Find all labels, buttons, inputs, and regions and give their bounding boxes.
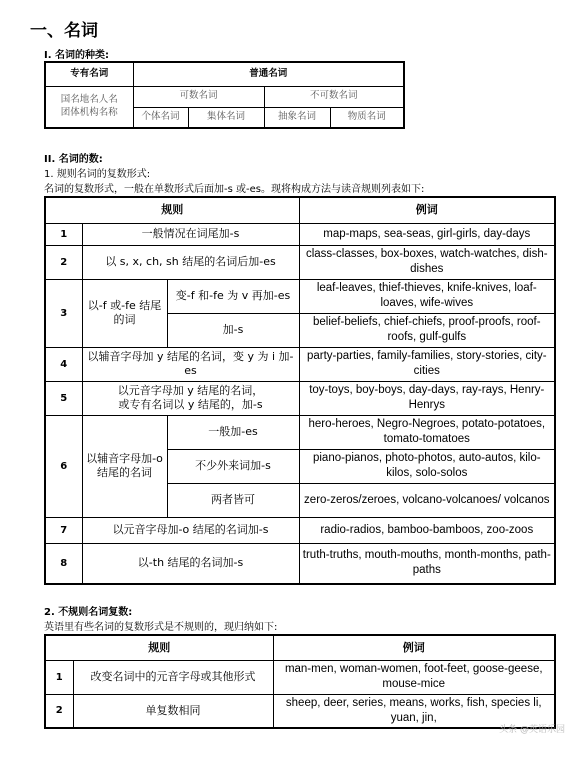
rule-cell: 以-f 或-fe 结尾的词 [82, 279, 167, 347]
proper-noun-desc: 国名地名人名 团体机构名称 [45, 86, 133, 128]
example-cell: radio-radios, bamboo-bamboos, zoo-zoos [299, 517, 555, 543]
section3-intro: 英语里有些名词的复数形式是不规则的，现归纳如下: [44, 622, 278, 633]
row-number: 2 [45, 694, 73, 728]
uncountable-noun: 不可数名词 [264, 86, 404, 107]
example-cell: belief-beliefs, chief-chiefs, proof-proofs, roof-roofs, gulf-gulfs [299, 313, 555, 347]
rule-cell: 以 s, x, ch, sh 结尾的名词后加-es [82, 245, 299, 279]
countable-noun: 可数名词 [133, 86, 264, 107]
section1-title: I. 名词的种类: [44, 50, 109, 61]
row-number: 4 [45, 347, 82, 381]
row-number: 1 [45, 223, 82, 245]
row-number: 8 [45, 543, 82, 584]
section3-title: 2. 不规则名词复数: [44, 607, 133, 618]
sub-rule-cell: 不少外来词加-s [167, 449, 299, 483]
sub-rule-cell: 两者皆可 [167, 483, 299, 517]
watermark: 头条 @英语乐园 [499, 725, 565, 735]
row-number: 1 [45, 660, 73, 694]
example-cell: toy-toys, boy-boys, day-days, ray-rays, Henry-Henrys [299, 381, 555, 415]
section2-intro: 名词的复数形式，一般在单数形式后面加-s 或-es。现将构成方法与读音规则列表如下: [44, 184, 425, 195]
row-number: 2 [45, 245, 82, 279]
regular-plural-table [44, 196, 556, 585]
rule-cell: 以元音字母加 y 结尾的名词， 或专有名词以 y 结尾的，加-s [82, 381, 299, 415]
example-header: 例词 [299, 197, 555, 223]
sub-rule-cell: 变-f 和-fe 为 v 再加-es [167, 279, 299, 313]
row-number: 5 [45, 381, 82, 415]
rule-cell: 以元音字母加-o 结尾的名词加-s [82, 517, 299, 543]
page-heading: 一、名词 [30, 21, 98, 41]
example-cell: truth-truths, mouth-mouths, month-months, path-paths [299, 543, 555, 584]
rule-cell: 单复数相同 [73, 694, 273, 728]
rule-cell: 以辅音字母加 y 结尾的名词，变 y 为 i 加-es [82, 347, 299, 381]
rule-cell: 改变名词中的元音字母或其他形式 [73, 660, 273, 694]
example-cell: party-parties, family-families, story-stories, city-cities [299, 347, 555, 381]
rule-header: 规则 [45, 197, 299, 223]
sub-rule-cell: 一般加-es [167, 415, 299, 449]
row-number: 3 [45, 279, 82, 347]
example-cell: sheep, deer, series, means, works, fish, species li, yuan, jin, [273, 694, 555, 728]
example-cell: class-classes, box-boxes, watch-watches, dish-dishes [299, 245, 555, 279]
common-noun-header: 普通名词 [133, 62, 404, 86]
example-cell: zero-zeros/zeroes, volcano-volcanoes/ volcanos [299, 483, 555, 517]
row-number: 7 [45, 517, 82, 543]
irregular-plural-table [44, 634, 556, 729]
rule-cell: 以-th 结尾的名词加-s [82, 543, 299, 584]
noun-types-table [44, 61, 405, 129]
collective-noun: 集体名词 [188, 107, 264, 128]
example-cell: hero-heroes, Negro-Negroes, potato-potatoes, tomato-tomatoes [299, 415, 555, 449]
example-cell: map-maps, sea-seas, girl-girls, day-days [299, 223, 555, 245]
rule-header: 规则 [45, 635, 273, 660]
rule-cell: 一般情况在词尾加-s [82, 223, 299, 245]
section2-title: II. 名词的数: [44, 154, 103, 165]
section2-sub1: 1. 规则名词的复数形式: [44, 169, 151, 180]
sub-rule-cell: 加-s [167, 313, 299, 347]
abstract-noun: 抽象名词 [264, 107, 330, 128]
example-cell: leaf-leaves, thief-thieves, knife-knives, loaf-loaves, wife-wives [299, 279, 555, 313]
rule-cell: 以辅音字母加-o 结尾的名词 [82, 415, 167, 517]
individual-noun: 个体名词 [133, 107, 188, 128]
example-cell: man-men, woman-women, foot-feet, goose-geese, mouse-mice [273, 660, 555, 694]
material-noun: 物质名词 [330, 107, 404, 128]
row-number: 6 [45, 415, 82, 517]
proper-noun-header: 专有名词 [45, 62, 133, 86]
example-cell: piano-pianos, photo-photos, auto-autos, kilo-kilos, solo-solos [299, 449, 555, 483]
example-header: 例词 [273, 635, 555, 660]
